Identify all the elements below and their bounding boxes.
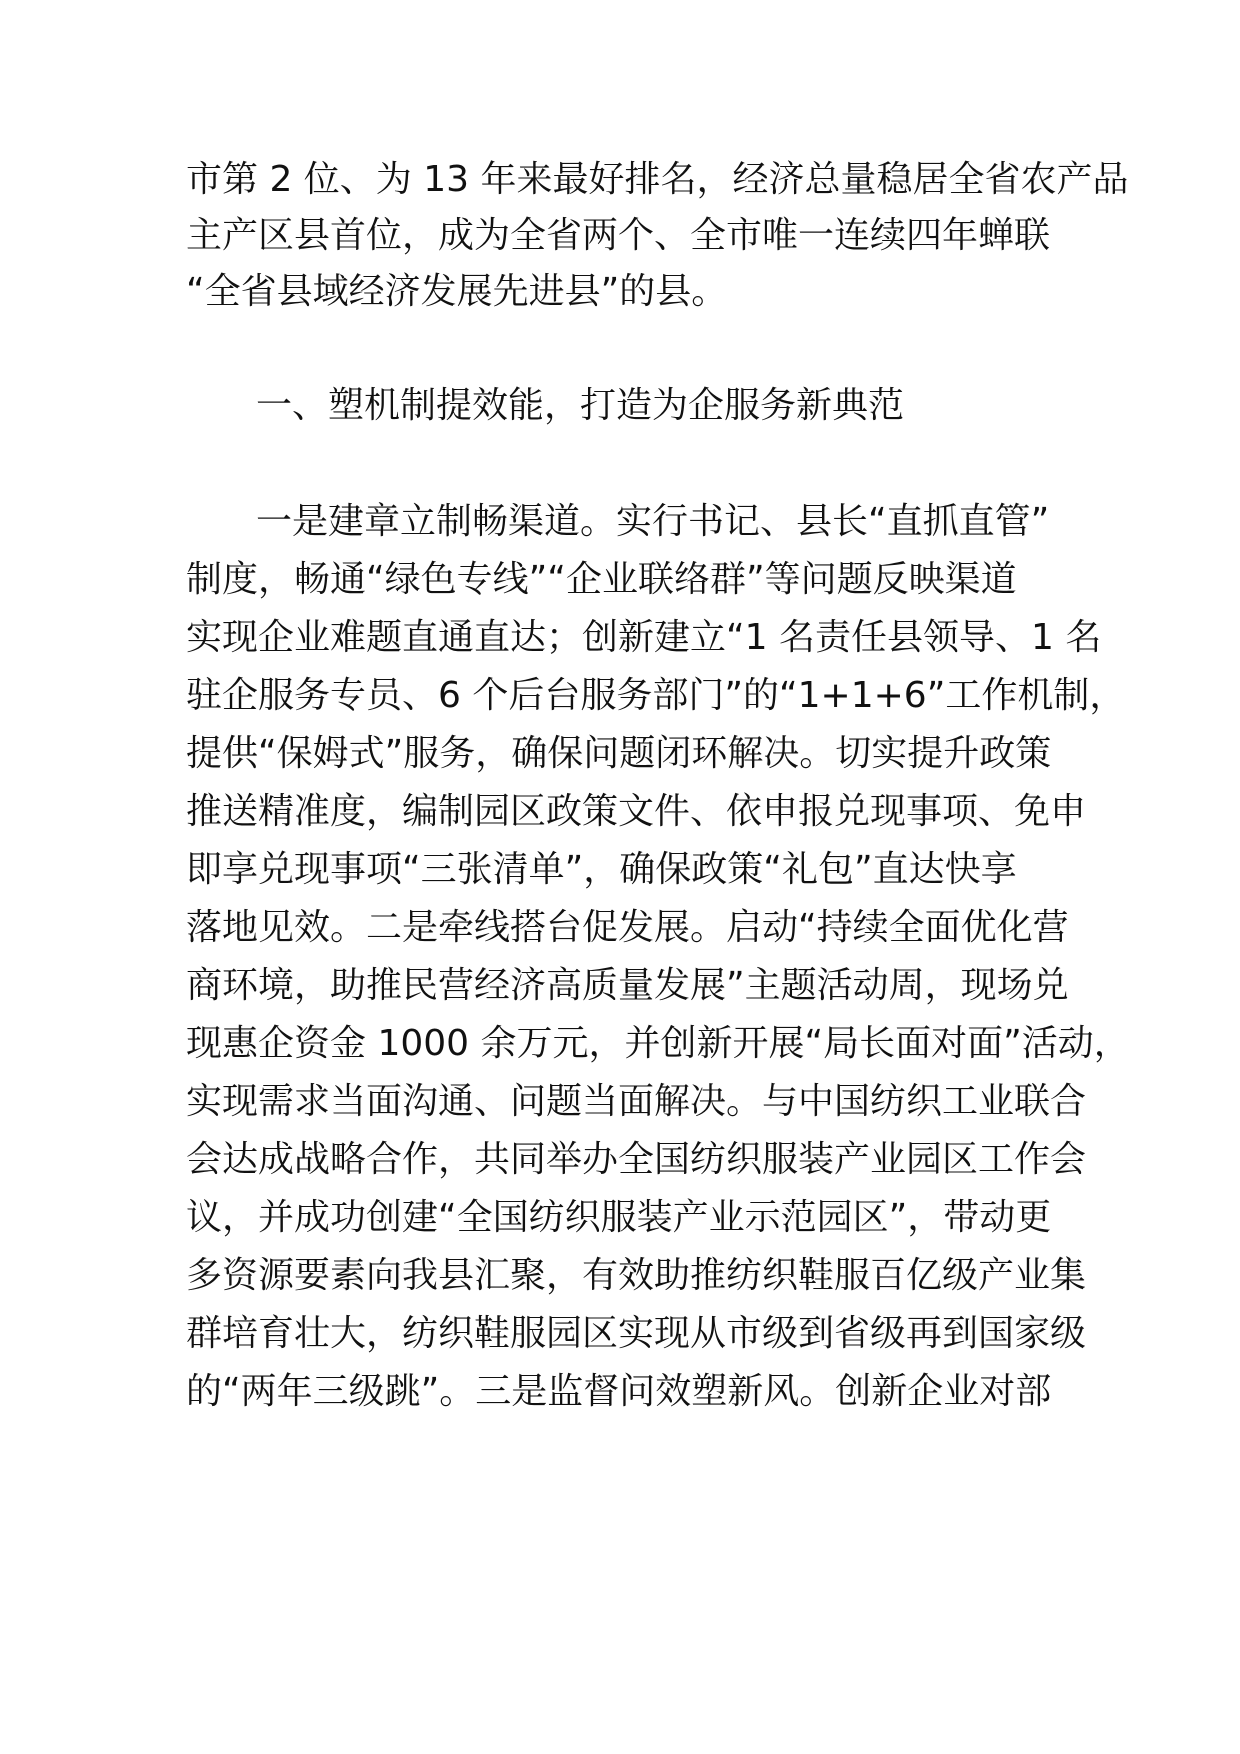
body-line: 商环境，助推民营经济高质量发展”主题活动周，现场兑 xyxy=(186,965,1069,1006)
body-line: 一是建章立制畅渠道。实行书记、县长“直抓直管” xyxy=(256,501,1050,542)
intro-line: 市第 2 位、为 13 年来最好排名，经济总量稳居全省农产品 xyxy=(186,159,1129,200)
body-line: 群培育壮大，纺织鞋服园区实现从市级到省级再到国家级 xyxy=(186,1313,1087,1354)
body-line: 推送精准度，编制园区政策文件、依申报兑现事项、免申 xyxy=(186,791,1087,832)
intro-line: 主产区县首位，成为全省两个、全市唯一连续四年蝉联 xyxy=(186,215,1051,256)
section-heading: 一、塑机制提效能，打造为企服务新典范 xyxy=(256,385,905,426)
body-line: 会达成战略合作，共同举办全国纺织服装产业园区工作会 xyxy=(186,1139,1087,1180)
body-line: 议，并成功创建“全国纺织服装产业示范园区”，带动更 xyxy=(186,1197,1052,1238)
intro-line: “全省县域经济发展先进县”的县。 xyxy=(186,271,728,312)
body-line: 实现需求当面沟通、问题当面解决。与中国纺织工业联合 xyxy=(186,1081,1087,1122)
body-line: 落地见效。二是牵线搭台促发展。启动“持续全面优化营 xyxy=(186,907,1069,948)
body-line: 驻企服务专员、6 个后台服务部门”的“1+1+6”工作机制， xyxy=(186,675,1126,716)
body-line: 实现企业难题直通直达；创新建立“1 名责任县领导、1 名 xyxy=(186,617,1102,658)
body-line: 制度，畅通“绿色专线”“企业联络群”等问题反映渠道 xyxy=(186,559,1017,600)
body-line: 提供“保姆式”服务，确保问题闭环解决。切实提升政策 xyxy=(186,733,1052,774)
body-line: 即享兑现事项“三张清单”，确保政策“礼包”直达快享 xyxy=(186,849,1017,890)
body-line: 的“两年三级跳”。三是监督问效塑新风。创新企业对部 xyxy=(186,1371,1052,1412)
body-line: 现惠企资金 1000 余万元，并创新开展“局长面对面”活动， xyxy=(186,1023,1130,1064)
body-line: 多资源要素向我县汇聚，有效助推纺织鞋服百亿级产业集 xyxy=(186,1255,1087,1296)
